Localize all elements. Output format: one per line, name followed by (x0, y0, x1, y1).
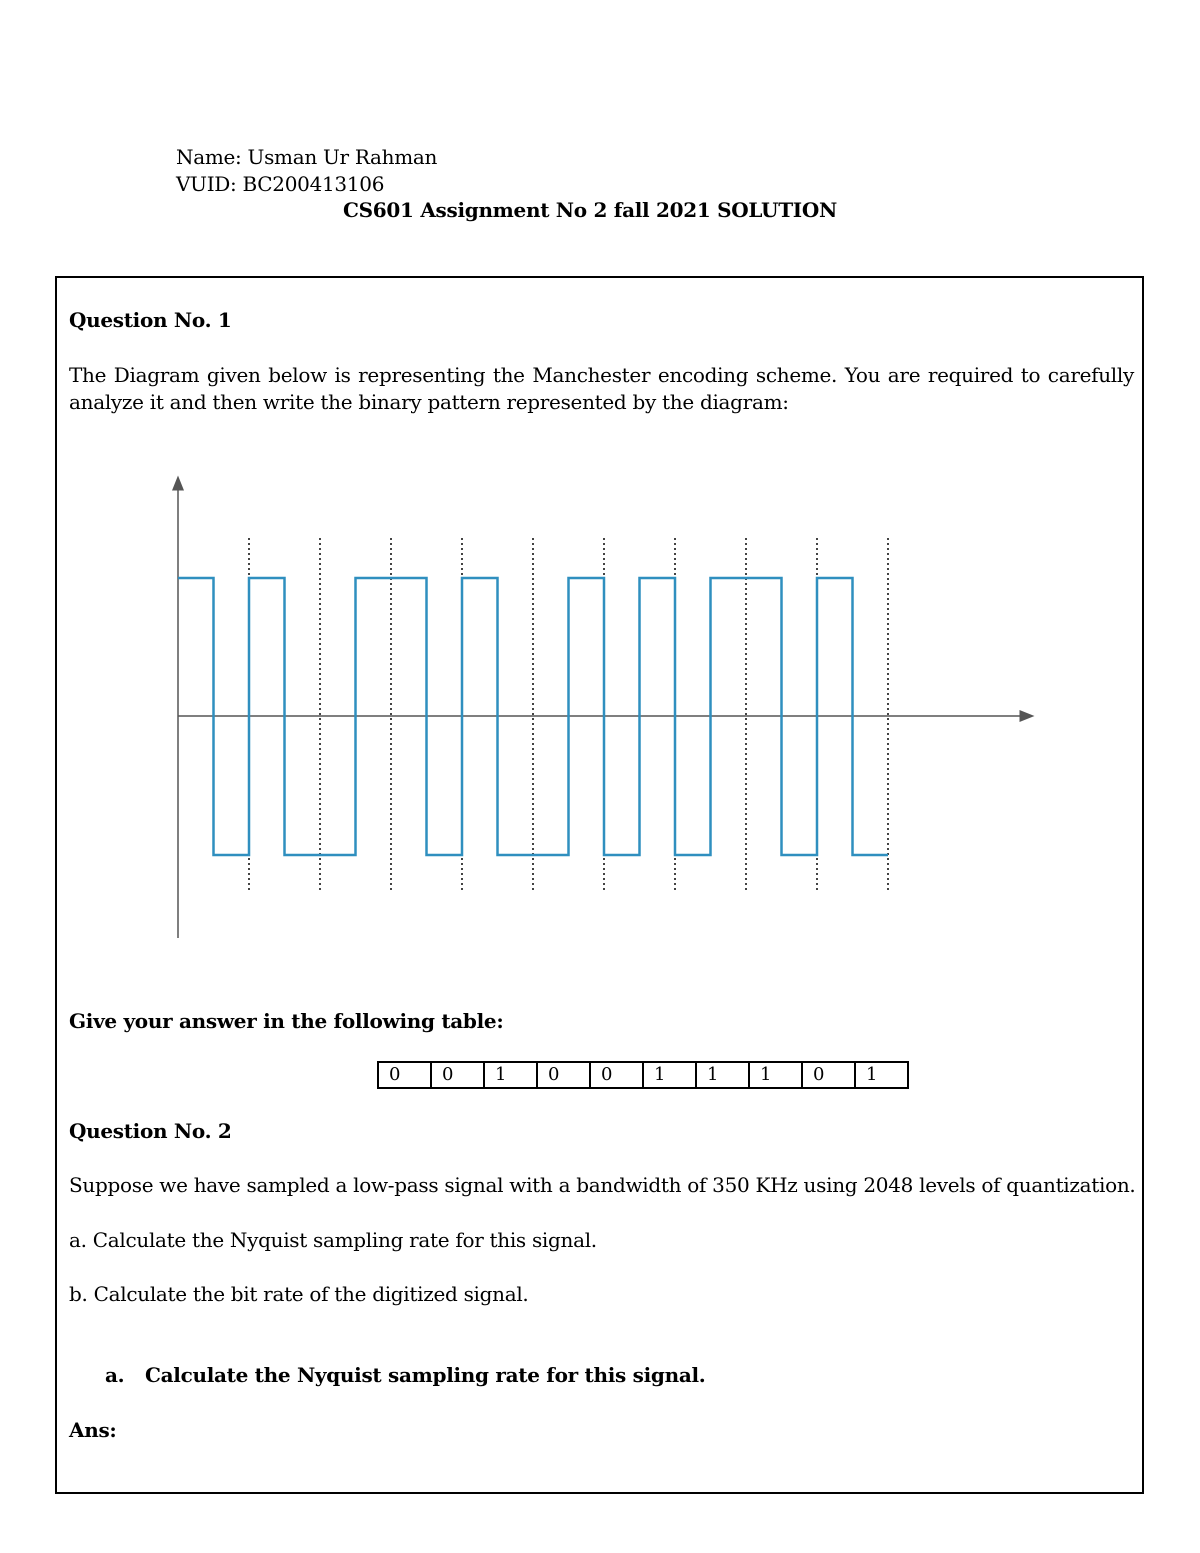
question2-text: Suppose we have sampled a low-pass signal with a bandwidth of 350 KHz using 2048 levels of quantization. (69, 1173, 1136, 1197)
answer-cell: 1 (749, 1062, 802, 1088)
answer-section-a (105, 1363, 705, 1387)
answer-table (377, 1061, 909, 1089)
answer-cell: 1 (484, 1062, 537, 1088)
student-name: Name: Usman Ur Rahman (176, 145, 438, 169)
sub-a-label: a. (105, 1363, 125, 1387)
answer-cell: 0 (590, 1062, 643, 1088)
answer-cell: 1 (855, 1062, 908, 1088)
answer-cell: 0 (802, 1062, 855, 1088)
content-box (55, 276, 1144, 1494)
student-vuid: VUID: BC200413106 (176, 172, 385, 196)
answer-cell: 1 (643, 1062, 696, 1088)
sub-a-text: Calculate the Nyquist sampling rate for this signal. (145, 1363, 706, 1387)
answer-cell: 0 (378, 1062, 431, 1088)
question1-heading: Question No. 1 (69, 308, 232, 332)
ans-label: Ans: (69, 1418, 117, 1442)
document-title: CS601 Assignment No 2 fall 2021 SOLUTION (343, 198, 837, 222)
question2-part-a: a. Calculate the Nyquist sampling rate for this signal. (69, 1228, 597, 1252)
answer-cell: 1 (696, 1062, 749, 1088)
manchester-diagram (57, 278, 1142, 958)
answer-prompt: Give your answer in the following table: (69, 1009, 504, 1033)
question2-heading: Question No. 2 (69, 1119, 232, 1143)
question1-text: The Diagram given below is representing the Manchester encoding scheme. You are required to carefully analyze it and then write the binary pattern represented by the diagram: (69, 363, 1134, 414)
answer-cell: 0 (537, 1062, 590, 1088)
answer-cell: 0 (431, 1062, 484, 1088)
question2-part-b: b. Calculate the bit rate of the digitized signal. (69, 1282, 529, 1306)
